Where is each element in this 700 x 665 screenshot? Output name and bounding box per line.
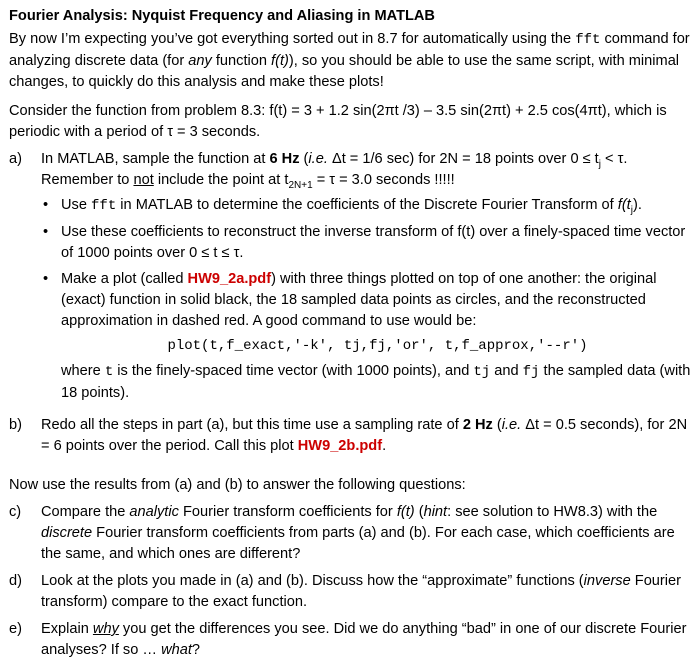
bullet-item <box>41 222 694 264</box>
text: is the finely-spaced time vector (with 1000 points), and <box>113 363 474 379</box>
text: Fourier transform coefficients for <box>178 504 397 520</box>
code-var: t <box>104 364 114 380</box>
bullet-item <box>41 269 694 404</box>
emphasis: analytic <box>129 504 179 520</box>
question-label: e) <box>9 621 22 637</box>
question-c <box>9 502 694 565</box>
emphasis: what <box>161 642 192 658</box>
question-e <box>9 619 694 661</box>
question-a <box>9 149 694 409</box>
text: ( <box>299 151 309 167</box>
not-emphasis: not <box>133 172 154 188</box>
question-label: c) <box>9 504 22 520</box>
question-a-bullets <box>41 195 694 404</box>
subscript: 2N+1 <box>288 179 313 191</box>
text: ). <box>632 197 642 213</box>
text: Fourier transform) compare to the exact function. <box>41 573 681 610</box>
text: Δt = 1/6 sec) for 2N = 18 points over 0 ≤ t <box>327 151 599 167</box>
emphasis: why <box>92 621 119 637</box>
text: ( <box>414 504 424 520</box>
sample-rate: 6 Hz <box>269 151 300 167</box>
text: < τ. Remember to <box>41 151 628 188</box>
text: the sampled data (with 18 points). <box>61 363 691 401</box>
function-ref: f(t <box>617 197 631 213</box>
intro-text: ), so you should be able to use the same script, with minimal changes, to quickly do this analysis and make these plots! <box>9 53 680 90</box>
sample-rate: 2 Hz <box>462 417 493 433</box>
intro-text: command for analyzing discrete data (for <box>9 31 690 69</box>
bullet-item <box>41 195 694 217</box>
fft-code: fft <box>575 32 601 48</box>
consider-text: Consider the function from problem 8.3: <box>9 103 270 119</box>
text: Explain <box>41 621 93 637</box>
question-a-intro <box>41 149 694 191</box>
emphasis: discrete <box>41 525 93 541</box>
emphasis: hint <box>423 504 448 520</box>
period-value: τ = 3 seconds. <box>167 124 261 140</box>
text: Fourier transform coefficients from parts (a) and (b). For each case, which coefficients are the same, and which ones are different? <box>41 525 675 562</box>
text: : see solution to HW8.3) with the <box>447 504 658 520</box>
intro-text: function <box>211 53 272 69</box>
text: Make a plot (called <box>61 271 188 287</box>
consider-paragraph <box>9 101 694 143</box>
code-var: fj <box>522 364 540 380</box>
subscript: j <box>630 204 633 216</box>
subscript: j <box>598 158 601 170</box>
code-var: tj <box>473 364 491 380</box>
filename-2a: HW9_2a.pdf <box>187 271 272 287</box>
text: and <box>490 363 523 379</box>
question-b <box>9 415 694 457</box>
intro-function: f(t) <box>271 53 289 69</box>
text: Δt = 0.5 seconds), for 2N = 6 points over the period. Call this plot <box>41 417 688 454</box>
question-label: d) <box>9 573 22 589</box>
text: Use these coefficients to reconstruct the inverse transform of f(t) over a finely-spaced time vector of 1000 points over 0 ≤ t ≤ τ. <box>61 224 686 261</box>
fft-code: fft <box>91 198 117 214</box>
function-equation: f(t) = 3 + 1.2 sin(2πt /3) – 3.5 sin(2πt) + 2.5 cos(4πt), <box>269 103 611 119</box>
text: include the point at t <box>153 172 289 188</box>
intro-text: By now I’m expecting you’ve got everything sorted out in 8.7 for automatically using the <box>9 31 576 47</box>
text: = τ = 3.0 seconds !!!!! <box>312 172 455 188</box>
text: Redo all the steps in part (a), but this time use a sampling rate of <box>41 417 463 433</box>
text: In MATLAB, sample the function at <box>41 151 270 167</box>
filename-2b: HW9_2b.pdf <box>297 438 383 454</box>
text: Use <box>61 197 92 213</box>
text: you get the differences you see. Did we do anything “bad” in one of our discrete Fourier analyses? If so … <box>41 621 687 658</box>
function-ref: f(t) <box>396 504 415 520</box>
text: Compare the <box>41 504 130 520</box>
emphasis: inverse <box>583 573 631 589</box>
text: in MATLAB to determine the coefficients of the Discrete Fourier Transform of <box>116 197 618 213</box>
question-d <box>9 571 694 613</box>
consider-text: which is periodic with a period of <box>9 103 667 140</box>
question-label: b) <box>9 417 22 433</box>
text: ( <box>492 417 502 433</box>
intro-emphasis: any <box>188 53 212 69</box>
ie-emphasis: i.e. <box>501 417 522 433</box>
text: where <box>61 363 105 379</box>
page-title: Fourier Analysis: Nyquist Frequency and Aliasing in MATLAB <box>9 8 435 24</box>
text: Look at the plots you made in (a) and (b). Discuss how the “approximate” functions ( <box>41 573 584 589</box>
plot-command: plot(t,f_exact,'-k', tj,fj,'or', t,f_approx,'--r') <box>167 338 588 354</box>
intro-paragraph <box>9 29 694 93</box>
question-label: a) <box>9 151 22 167</box>
text: ? <box>191 642 201 658</box>
followup-intro: Now use the results from (a) and (b) to answer the following questions: <box>9 477 466 493</box>
ie-emphasis: i.e. <box>308 151 328 167</box>
text: . <box>382 438 387 454</box>
text: ) with three things plotted on top of one another: the original (exact) function in solid black, the 18 sampled data points as circles, and the reconstructed approximation in dashed red. A good command to use would be: <box>61 271 657 329</box>
